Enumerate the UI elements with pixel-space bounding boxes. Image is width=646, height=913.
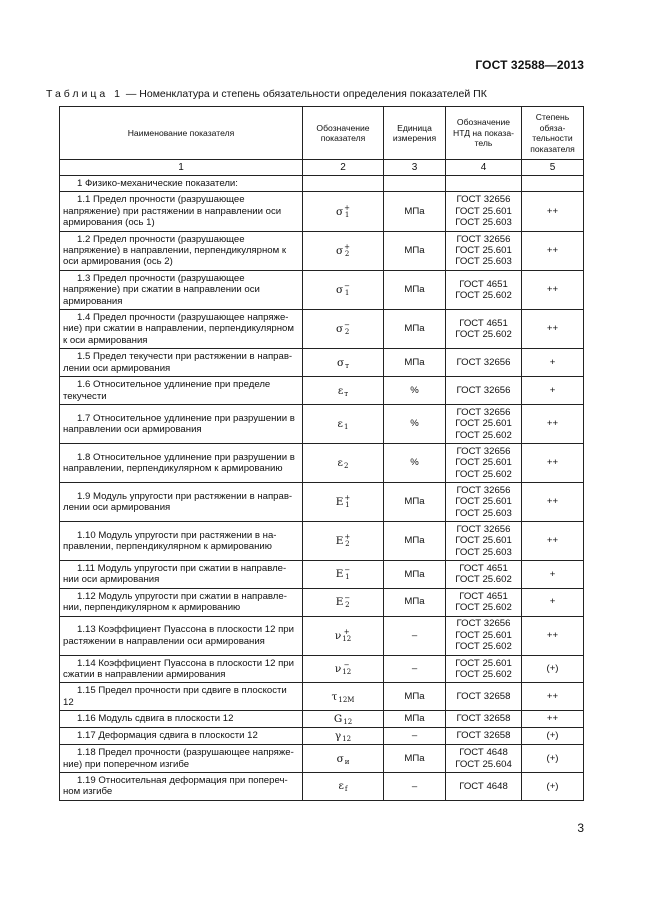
indicator-name-text: 1.8 Относительное удлинение при разрушении в направлении, перпендикулярном к армированию	[63, 451, 295, 474]
indicator-name	[60, 349, 303, 377]
ntd-cell: ГОСТ 32656 ГОСТ 25.601 ГОСТ 25.602	[446, 404, 522, 443]
ntd-cell: ГОСТ 4651 ГОСТ 25.602	[446, 588, 522, 616]
degree-cell: ++	[522, 310, 584, 349]
symbol-base: σ	[336, 752, 344, 765]
symbol-base: τ	[331, 690, 338, 703]
table-row	[60, 616, 584, 655]
ntd-cell: ГОСТ 32656 ГОСТ 25.601 ГОСТ 25.603	[446, 231, 522, 270]
unit-cell: МПа	[384, 231, 446, 270]
indicator-name-text: 1.6 Относительное удлинение при пределе текучести	[63, 379, 271, 402]
table-row	[60, 404, 584, 443]
symbol-subscript: и	[344, 757, 350, 766]
degree-cell: +	[522, 349, 584, 377]
ntd-cell: ГОСТ 4648 ГОСТ 25.604	[446, 745, 522, 773]
unit-cell: МПа	[384, 349, 446, 377]
symbol-base: ε	[338, 780, 344, 793]
degree-cell: +	[522, 588, 584, 616]
indicator-symbol	[303, 521, 384, 560]
table-caption	[46, 88, 487, 100]
column-number: 4	[446, 160, 522, 176]
header-name: Наименование показателя	[60, 107, 303, 160]
indicator-name-text: 1.9 Модуль упругости при растяжении в направ-лении оси армирования	[63, 490, 293, 513]
indicator-symbol	[303, 310, 384, 349]
ntd-cell: ГОСТ 32656	[446, 349, 522, 377]
indicator-name-text: 1.5 Предел текучести при растяжении в направ-лении оси армирования	[63, 351, 293, 374]
degree-cell: (+)	[522, 745, 584, 773]
symbol-superscript: +	[344, 493, 351, 502]
indicator-name	[60, 404, 303, 443]
ntd-cell: ГОСТ 4651 ГОСТ 25.602	[446, 270, 522, 309]
section-title-text: 1 Физико-механические показатели:	[77, 178, 238, 189]
indicator-name-text: 1.16 Модуль сдвига в плоскости 12	[77, 713, 234, 725]
table-row	[60, 231, 584, 270]
symbol-base: ε	[337, 384, 344, 397]
symbol-subscript: т	[345, 361, 350, 370]
indicator-symbol	[303, 772, 384, 800]
column-number: 2	[303, 160, 384, 176]
symbol-subscript: 2	[344, 328, 350, 337]
indicator-name	[60, 521, 303, 560]
indicator-name-text: 1.15 Предел прочности при сдвиге в плоскости 12	[63, 685, 287, 708]
indicator-symbol	[303, 231, 384, 270]
symbol-superscript: −	[344, 281, 351, 290]
symbol-base: G	[333, 713, 343, 726]
degree-cell: +	[522, 560, 584, 588]
ntd-cell: ГОСТ 25.601 ГОСТ 25.602	[446, 655, 522, 683]
symbol-subscript: 1	[344, 210, 350, 219]
table-row	[60, 310, 584, 349]
symbol-base: ε	[337, 417, 343, 430]
symbol-base: σ	[335, 283, 344, 296]
ntd-cell: ГОСТ 32656	[446, 377, 522, 405]
indicator-name-text: 1.7 Относительное удлинение при разрушении в направлении оси армирования	[63, 412, 295, 435]
indicator-name	[60, 270, 303, 309]
document-code: ГОСТ 32588—2013	[475, 58, 584, 72]
table-row	[60, 176, 584, 192]
indicator-name-text: 1.14 Коэффициент Пуассона в плоскости 12 при сжатии в направлении армирования	[63, 657, 294, 680]
unit-cell: МПа	[384, 683, 446, 711]
ntd-cell: ГОСТ 32658	[446, 728, 522, 745]
symbol-subscript: 1	[345, 500, 350, 509]
empty-cell	[446, 176, 522, 192]
symbol-subscript: 1	[343, 422, 349, 431]
table-row	[60, 377, 584, 405]
degree-cell: ++	[522, 521, 584, 560]
table-row	[60, 560, 584, 588]
indicator-name-text: 1.2 Предел прочности (разрушающее напряжение) в направлении, перпендикулярном к оси армирования (ось 2)	[63, 233, 287, 268]
indicator-name	[60, 560, 303, 588]
table-row	[60, 588, 584, 616]
indicator-name-text: 1.4 Предел прочности (разрушающее напряже-ние) при сжатии в направлении, перпендикулярном к оси армирования	[63, 312, 294, 346]
symbol-base: γ	[334, 730, 342, 743]
degree-cell: ++	[522, 443, 584, 482]
unit-cell: МПа	[384, 270, 446, 309]
empty-cell	[303, 176, 384, 192]
symbol-subscript: 2	[345, 539, 350, 548]
symbol-base: σ	[335, 205, 344, 218]
ntd-cell: ГОСТ 32658	[446, 711, 522, 728]
table-header-row	[60, 107, 584, 160]
indicator-name	[60, 616, 303, 655]
symbol-superscript: −	[344, 594, 351, 603]
indicator-name-text: 1.13 Коэффициент Пуассона в плоскости 12 при растяжении в направлении оси армирования	[63, 624, 294, 647]
symbol-subscript: 1	[344, 288, 350, 297]
symbol-base: ε	[337, 456, 343, 469]
indicator-symbol	[303, 655, 384, 683]
symbol-subscript: 2	[344, 249, 350, 258]
page-number: 3	[577, 821, 584, 835]
indicator-name-text: 1.12 Модуль упругости при сжатии в направле-нии, перпендикулярном к армированию	[63, 590, 287, 614]
symbol-superscript: +	[343, 627, 350, 636]
ntd-cell: ГОСТ 32656 ГОСТ 25.601 ГОСТ 25.603	[446, 192, 522, 231]
empty-cell	[384, 176, 446, 192]
table-row	[60, 270, 584, 309]
degree-cell: ++	[522, 711, 584, 728]
indicators-table	[59, 106, 584, 801]
table-row	[60, 521, 584, 560]
unit-cell: МПа	[384, 310, 446, 349]
unit-cell: МПа	[384, 521, 446, 560]
unit-cell: %	[384, 443, 446, 482]
degree-cell: (+)	[522, 772, 584, 800]
unit-cell: –	[384, 616, 446, 655]
unit-cell: –	[384, 772, 446, 800]
indicator-name	[60, 588, 303, 616]
degree-cell: ++	[522, 270, 584, 309]
indicator-name-text: 1.3 Предел прочности (разрушающее напряжение) при сжатии в направлении оси армирования	[63, 272, 260, 307]
unit-cell: МПа	[384, 192, 446, 231]
indicator-name	[60, 683, 303, 711]
symbol-base: σ	[336, 356, 345, 369]
symbol-subscript: т	[344, 389, 349, 398]
unit-cell: МПа	[384, 482, 446, 521]
unit-cell: –	[384, 728, 446, 745]
symbol-subscript: 12	[342, 667, 352, 676]
ntd-cell: ГОСТ 32656 ГОСТ 25.601 ГОСТ 25.603	[446, 521, 522, 560]
empty-cell	[522, 176, 584, 192]
symbol-base: E	[335, 596, 344, 609]
column-number: 3	[384, 160, 446, 176]
symbol-subscript: 12	[342, 634, 352, 643]
symbol-superscript: +	[344, 532, 351, 541]
table-body	[60, 176, 584, 801]
indicator-name	[60, 443, 303, 482]
symbol-base: E	[335, 534, 344, 547]
symbol-subscript: 1	[345, 573, 350, 582]
ntd-cell: ГОСТ 32656 ГОСТ 25.601 ГОСТ 25.602	[446, 443, 522, 482]
indicator-symbol	[303, 745, 384, 773]
symbol-subscript: 12	[342, 735, 352, 744]
indicator-name	[60, 192, 303, 231]
table-row	[60, 711, 584, 728]
degree-cell: (+)	[522, 655, 584, 683]
column-number: 1	[60, 160, 303, 176]
symbol-subscript: 12М	[338, 695, 355, 704]
symbol-base: E	[335, 568, 344, 581]
table-caption-label: Таблица 1	[46, 88, 123, 100]
header-degree: Степень обяза-тельности показателя	[522, 107, 584, 160]
degree-cell: ++	[522, 482, 584, 521]
unit-cell: МПа	[384, 588, 446, 616]
column-number-row	[60, 160, 584, 176]
degree-cell: +	[522, 377, 584, 405]
symbol-base: ν	[334, 629, 342, 642]
degree-cell: ++	[522, 683, 584, 711]
symbol-base: σ	[335, 244, 344, 257]
symbol-superscript: −	[344, 566, 351, 575]
header-symbol: Обозначение показателя	[303, 107, 384, 160]
degree-cell: ++	[522, 616, 584, 655]
symbol-superscript: −	[343, 660, 350, 669]
symbol-subscript: 2	[343, 461, 349, 470]
ntd-cell: ГОСТ 4648	[446, 772, 522, 800]
header-unit: Единица измерения	[384, 107, 446, 160]
table-row	[60, 683, 584, 711]
table-row	[60, 443, 584, 482]
header-ntd: Обозначение НТД на показа-тель	[446, 107, 522, 160]
indicator-symbol	[303, 349, 384, 377]
table-row	[60, 192, 584, 231]
indicator-name	[60, 772, 303, 800]
table-row	[60, 728, 584, 745]
indicator-symbol	[303, 482, 384, 521]
table-row	[60, 655, 584, 683]
indicator-name-text: 1.17 Деформация сдвига в плоскости 12	[77, 730, 258, 742]
symbol-subscript: 12	[343, 718, 353, 727]
indicator-name	[60, 655, 303, 683]
section-title	[60, 176, 303, 192]
indicator-symbol	[303, 711, 384, 728]
indicator-symbol	[303, 616, 384, 655]
unit-cell: –	[384, 655, 446, 683]
column-number: 5	[522, 160, 584, 176]
indicator-symbol	[303, 443, 384, 482]
symbol-superscript: +	[344, 203, 351, 212]
symbol-subscript: f	[344, 785, 348, 794]
degree-cell: ++	[522, 404, 584, 443]
unit-cell: МПа	[384, 560, 446, 588]
indicator-symbol	[303, 683, 384, 711]
unit-cell: %	[384, 404, 446, 443]
indicator-name-text: 1.1 Предел прочности (разрушающее напряжение) при растяжении в направлении оси армирования (ось 1)	[63, 194, 282, 229]
table-row	[60, 349, 584, 377]
symbol-subscript: 2	[345, 601, 350, 610]
unit-cell: МПа	[384, 711, 446, 728]
degree-cell: (+)	[522, 728, 584, 745]
symbol-superscript: +	[344, 242, 351, 251]
indicator-symbol	[303, 588, 384, 616]
degree-cell: ++	[522, 192, 584, 231]
indicator-symbol	[303, 560, 384, 588]
table-row	[60, 745, 584, 773]
table-row	[60, 772, 584, 800]
ntd-cell: ГОСТ 32658	[446, 683, 522, 711]
indicator-name	[60, 728, 303, 745]
ntd-cell: ГОСТ 4651 ГОСТ 25.602	[446, 560, 522, 588]
indicator-name	[60, 745, 303, 773]
indicator-name	[60, 231, 303, 270]
indicator-name-text: 1.18 Предел прочности (разрушающее напряже-ние) при поперечном изгибе	[63, 747, 294, 770]
symbol-superscript: −	[344, 321, 351, 330]
indicator-name	[60, 310, 303, 349]
indicator-name-text: 1.10 Модуль упругости при растяжении в на-правлении, перпендикулярном к армированию	[63, 529, 277, 552]
unit-cell: %	[384, 377, 446, 405]
indicator-name	[60, 711, 303, 728]
indicator-symbol	[303, 728, 384, 745]
ntd-cell: ГОСТ 4651 ГОСТ 25.602	[446, 310, 522, 349]
degree-cell: ++	[522, 231, 584, 270]
indicator-name-text: 1.19 Относительная деформация при попереч-ном изгибе	[63, 774, 288, 798]
ntd-cell: ГОСТ 32656 ГОСТ 25.601 ГОСТ 25.603	[446, 482, 522, 521]
unit-cell: МПа	[384, 745, 446, 773]
table-row	[60, 482, 584, 521]
indicator-symbol	[303, 377, 384, 405]
symbol-base: ν	[334, 662, 342, 675]
symbol-base: σ	[335, 323, 344, 336]
indicator-name-text: 1.11 Модуль упругости при сжатии в направле-нии оси армирования	[63, 562, 287, 586]
table-caption-text: — Номенклатура и степень обязательности определения показателей ПК	[122, 88, 487, 100]
indicator-symbol	[303, 192, 384, 231]
ntd-cell: ГОСТ 32656 ГОСТ 25.601 ГОСТ 25.602	[446, 616, 522, 655]
symbol-base: E	[335, 495, 344, 508]
indicator-symbol	[303, 270, 384, 309]
indicator-name	[60, 377, 303, 405]
indicator-name	[60, 482, 303, 521]
indicator-symbol	[303, 404, 384, 443]
